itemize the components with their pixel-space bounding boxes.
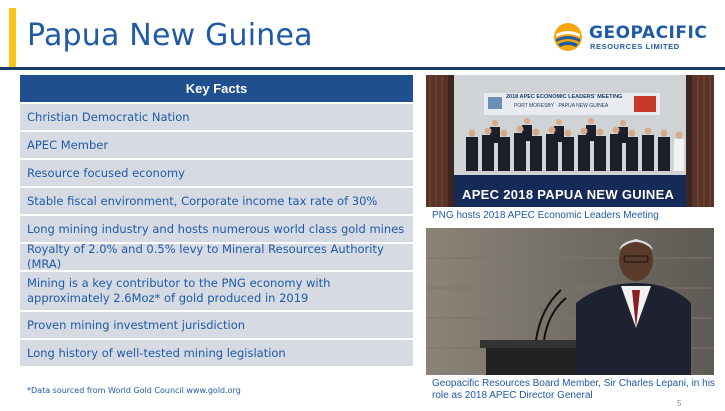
fact-row: Royalty of 2.0% and 0.5% levy to Mineral Resources Authority (MRA) <box>20 244 413 270</box>
key-facts-header: Key Facts <box>20 75 413 102</box>
data-source-footnote: *Data sourced from World Gold Council www.gold.org <box>27 386 241 395</box>
fact-row: Long history of well-tested mining legislation <box>20 340 413 366</box>
apec-banner-line1: 2018 APEC ECONOMIC LEADERS' MEETING <box>506 94 623 100</box>
fact-row: Mining is a key contributor to the PNG economy with approximately 2.6Moz* of gold produced in 2019 <box>20 272 413 310</box>
title-accent-bar <box>9 8 16 68</box>
fact-row: Christian Democratic Nation <box>20 104 413 130</box>
header-divider <box>0 67 725 70</box>
key-facts-table <box>20 75 413 368</box>
fact-row: Proven mining investment jurisdiction <box>20 312 413 338</box>
lepani-photo-caption: Geopacific Resources Board Member, Sir Charles Lepani, in his role as 2018 APEC Director General <box>432 378 715 401</box>
page-title: Papua New Guinea <box>27 18 313 53</box>
fact-row: Stable fiscal environment, Corporate income tax rate of 30% <box>20 188 413 214</box>
apec-leaders-photo <box>426 75 714 207</box>
logo-name: GEOPACIFIC <box>589 23 708 43</box>
page-number: 5 <box>677 399 682 408</box>
apec-banner-line2: PORT MORESBY · PAPUA NEW GUINEA <box>514 103 609 109</box>
apec-photo-caption: PNG hosts 2018 APEC Economic Leaders Meeting <box>432 210 659 221</box>
fact-row: Resource focused economy <box>20 160 413 186</box>
logo-subtitle: RESOURCES LIMITED <box>590 42 680 51</box>
lepani-photo-illustration <box>426 228 714 375</box>
globe-logo-icon <box>553 22 583 52</box>
fact-row: Long mining industry and hosts numerous world class gold mines <box>20 216 413 242</box>
apec-photo-bottom-text: APEC 2018 PAPUA NEW GUINEA <box>462 187 675 202</box>
fact-row: APEC Member <box>20 132 413 158</box>
lepani-photo <box>426 228 714 375</box>
geopacific-logo <box>553 22 708 56</box>
